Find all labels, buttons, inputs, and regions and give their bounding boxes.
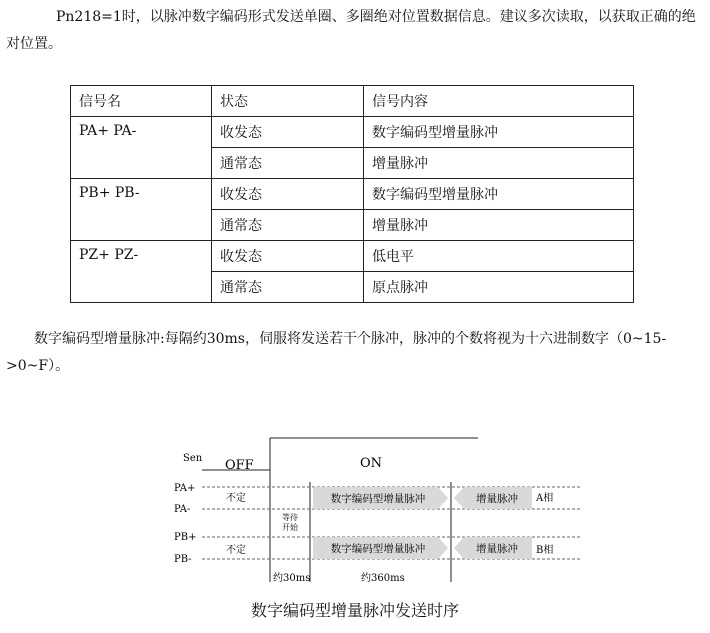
state-cell: 收发态 [212, 241, 364, 272]
off-label: OFF [225, 458, 254, 473]
encoded-a-label: 数字编码型增量脉冲 [330, 493, 426, 505]
intro-paragraph: Pn218=1时，以脉冲数字编码形式发送单圈、多圈绝对位置数据信息。建议多次读取，以获取正确的绝对位置。 [6, 9, 696, 52]
wait-label-1: 等待 [282, 513, 298, 522]
wait-label-2: 开始 [282, 523, 298, 532]
table-row [71, 241, 634, 272]
pb-plus-label: PB+ [174, 532, 197, 543]
state-cell: 通常态 [212, 210, 364, 241]
diagram-caption: 数字编码型增量脉冲发送时序 [250, 601, 459, 620]
header-state: 状态 [212, 86, 364, 117]
content-cell: 数字编码型增量脉冲 [364, 179, 634, 210]
table-row [71, 117, 634, 148]
signal-pz: PZ+ PZ- [71, 241, 212, 303]
pb-minus-label: PB- [174, 554, 192, 565]
content-cell: 增量脉冲 [364, 210, 634, 241]
table-row [71, 179, 634, 210]
time-30ms-label: 约30ms [273, 573, 311, 584]
pa-plus-label: PA+ [174, 483, 196, 494]
content-cell: 数字编码型增量脉冲 [364, 117, 634, 148]
pa-minus-label: PA- [174, 504, 191, 515]
phase-b-label: B相 [536, 545, 554, 556]
table-header-row [71, 86, 634, 117]
content-cell: 原点脉冲 [364, 272, 634, 303]
sen-label: Sen [183, 453, 203, 464]
state-cell: 收发态 [212, 117, 364, 148]
signal-table [70, 85, 634, 303]
signal-pa: PA+ PA- [71, 117, 212, 179]
signal-pb: PB+ PB- [71, 179, 212, 241]
header-content: 信号内容 [364, 86, 634, 117]
state-cell: 通常态 [212, 272, 364, 303]
incr-b-label: 增量脉冲 [476, 543, 518, 555]
time-360ms-label: 约360ms [361, 573, 405, 584]
undefined-a-label: 不定 [226, 493, 246, 504]
state-cell: 收发态 [212, 179, 364, 210]
state-cell: 通常态 [212, 148, 364, 179]
undefined-b-label: 不定 [226, 545, 246, 556]
description-paragraph: 数字编码型增量脉冲:每隔约30ms，伺服将发送若干个脉冲，脉冲的个数将视为十六进制数字（0~15->0~F）。 [6, 331, 667, 374]
content-cell: 增量脉冲 [364, 148, 634, 179]
header-signal: 信号名 [71, 86, 212, 117]
on-label: ON [360, 456, 383, 471]
phase-a-label: A相 [536, 493, 554, 504]
content-cell: 低电平 [364, 241, 634, 272]
timing-diagram [160, 436, 580, 588]
incr-a-label: 增量脉冲 [476, 493, 518, 505]
encoded-b-label: 数字编码型增量脉冲 [330, 543, 426, 555]
